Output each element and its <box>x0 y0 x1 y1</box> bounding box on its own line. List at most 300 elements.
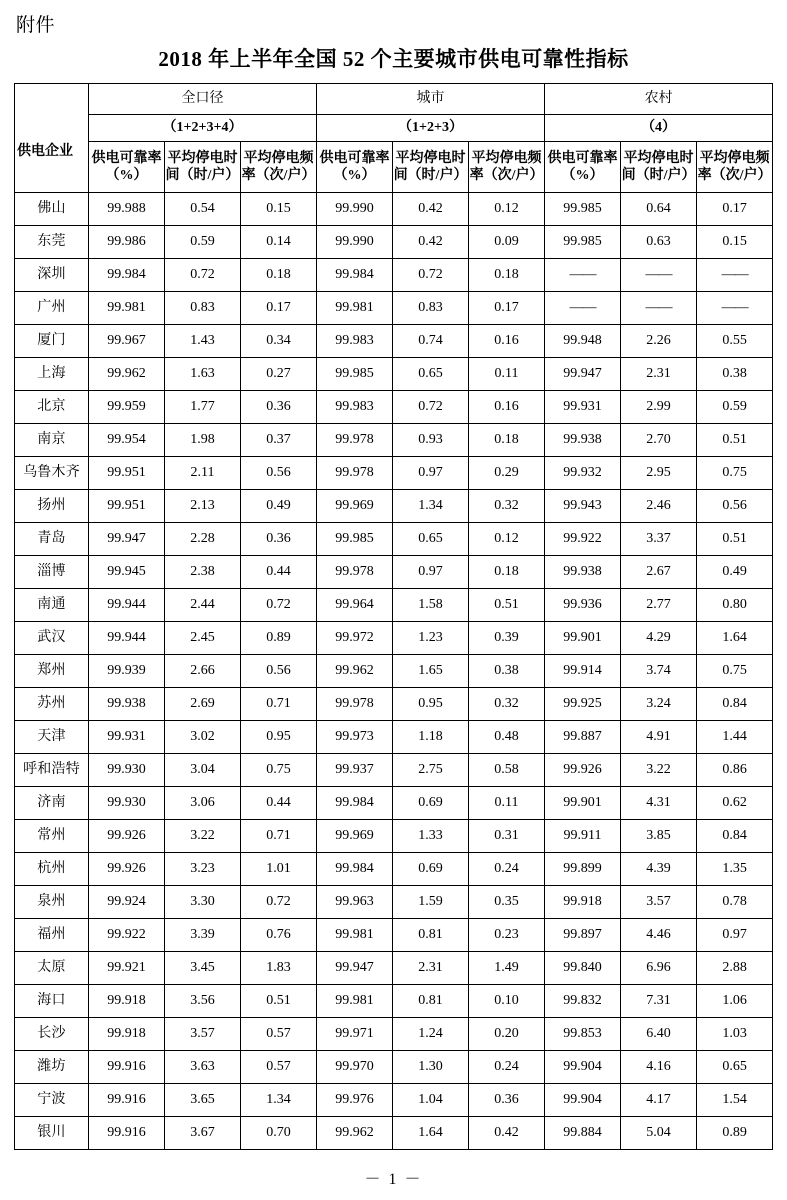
table-cell-value: 99.918 <box>89 985 165 1018</box>
reliability-table <box>14 83 773 1150</box>
table-cell-value: 99.990 <box>317 226 393 259</box>
table-cell-value: 1.33 <box>393 820 469 853</box>
table-cell-value: 0.24 <box>469 853 545 886</box>
table-cell-value: 1.98 <box>165 424 241 457</box>
table-cell-value: 2.31 <box>393 952 469 985</box>
table-row <box>15 919 773 952</box>
table-cell-value: 2.46 <box>621 490 697 523</box>
table-row <box>15 1084 773 1117</box>
table-cell-value: —— <box>621 259 697 292</box>
table-cell-value: 2.70 <box>621 424 697 457</box>
table-cell-city: 太原 <box>15 952 89 985</box>
table-cell-city: 乌鲁木齐 <box>15 457 89 490</box>
table-cell-value: 0.49 <box>241 490 317 523</box>
table-cell-value: 0.62 <box>697 787 773 820</box>
table-cell-value: 1.83 <box>241 952 317 985</box>
table-row <box>15 688 773 721</box>
table-cell-value: 0.72 <box>241 589 317 622</box>
column-header-line2: 间（时/户） <box>621 168 696 183</box>
table-cell-value: 99.986 <box>89 226 165 259</box>
table-cell-value: 1.03 <box>697 1018 773 1051</box>
table-cell-value: 0.35 <box>469 886 545 919</box>
table-cell-city: 上海 <box>15 358 89 391</box>
table-cell-value: 99.978 <box>317 556 393 589</box>
table-cell-value: 99.981 <box>317 985 393 1018</box>
table-cell-value: 0.71 <box>241 688 317 721</box>
table-cell-value: 0.51 <box>697 424 773 457</box>
table-cell-value: 0.51 <box>469 589 545 622</box>
table-cell-value: 0.69 <box>393 853 469 886</box>
table-cell-value: 2.66 <box>165 655 241 688</box>
table-cell-value: 3.57 <box>165 1018 241 1051</box>
table-cell-value: 99.972 <box>317 622 393 655</box>
table-cell-value: 0.44 <box>241 556 317 589</box>
table-row <box>15 490 773 523</box>
column-header-full-duration <box>165 142 241 193</box>
column-header-line2: 率（次/户） <box>469 168 544 183</box>
table-cell-value: 2.88 <box>697 952 773 985</box>
table-cell-value: 0.42 <box>393 193 469 226</box>
table-cell-value: 0.59 <box>165 226 241 259</box>
table-cell-value: 99.938 <box>545 424 621 457</box>
table-cell-value: 0.18 <box>469 259 545 292</box>
table-cell-value: 99.976 <box>317 1084 393 1117</box>
table-cell-value: 2.75 <box>393 754 469 787</box>
table-cell-value: 99.947 <box>545 358 621 391</box>
table-cell-value: 0.93 <box>393 424 469 457</box>
table-cell-value: 0.10 <box>469 985 545 1018</box>
table-cell-value: 0.95 <box>393 688 469 721</box>
table-cell-value: 1.77 <box>165 391 241 424</box>
table-cell-value: 99.971 <box>317 1018 393 1051</box>
table-cell-value: 99.924 <box>89 886 165 919</box>
table-cell-value: 0.44 <box>241 787 317 820</box>
corner-cell <box>15 84 89 193</box>
table-cell-value: 0.15 <box>697 226 773 259</box>
table-row <box>15 754 773 787</box>
table-cell-value: 0.18 <box>241 259 317 292</box>
table-cell-value: 0.83 <box>165 292 241 325</box>
table-cell-value: 0.63 <box>621 226 697 259</box>
column-header-rural-reliability <box>545 142 621 193</box>
table-cell-value: 1.59 <box>393 886 469 919</box>
table-row <box>15 1018 773 1051</box>
table-cell-value: 0.16 <box>469 325 545 358</box>
table-cell-value: 0.78 <box>697 886 773 919</box>
table-row <box>15 985 773 1018</box>
column-header-line2: 间（时/户） <box>393 168 468 183</box>
table-cell-city: 济南 <box>15 787 89 820</box>
table-cell-city: 武汉 <box>15 622 89 655</box>
table-row <box>15 226 773 259</box>
table-cell-city: 佛山 <box>15 193 89 226</box>
table-cell-value: 99.918 <box>89 1018 165 1051</box>
group-formula-city: （1+2+3） <box>317 115 545 142</box>
table-group-formula-row <box>15 115 773 142</box>
table-cell-city: 泉州 <box>15 886 89 919</box>
table-cell-value: 99.938 <box>89 688 165 721</box>
table-cell-value: 3.67 <box>165 1117 241 1150</box>
table-row <box>15 1117 773 1150</box>
table-cell-value: 1.30 <box>393 1051 469 1084</box>
table-cell-value: 0.59 <box>697 391 773 424</box>
table-cell-value: 3.06 <box>165 787 241 820</box>
table-cell-value: 99.988 <box>89 193 165 226</box>
table-cell-value: 99.945 <box>89 556 165 589</box>
table-cell-value: 0.64 <box>621 193 697 226</box>
table-cell-value: 99.962 <box>317 655 393 688</box>
table-cell-value: 0.65 <box>393 523 469 556</box>
table-cell-value: 99.981 <box>317 292 393 325</box>
table-cell-value: 0.89 <box>241 622 317 655</box>
table-cell-value: 2.26 <box>621 325 697 358</box>
table-cell-value: 99.926 <box>89 820 165 853</box>
table-cell-city: 福州 <box>15 919 89 952</box>
table-cell-value: 99.901 <box>545 622 621 655</box>
table-row <box>15 952 773 985</box>
table-cell-value: 99.962 <box>89 358 165 391</box>
table-cell-value: 0.70 <box>241 1117 317 1150</box>
table-cell-value: 0.29 <box>469 457 545 490</box>
table-row <box>15 325 773 358</box>
table-row <box>15 358 773 391</box>
table-cell-value: 0.75 <box>697 457 773 490</box>
table-cell-value: 0.56 <box>697 490 773 523</box>
table-cell-value: 0.71 <box>241 820 317 853</box>
table-cell-value: 99.985 <box>317 358 393 391</box>
table-cell-value: 99.947 <box>317 952 393 985</box>
table-cell-value: 99.978 <box>317 424 393 457</box>
table-cell-value: 99.926 <box>545 754 621 787</box>
table-cell-value: 0.20 <box>469 1018 545 1051</box>
table-cell-value: 0.97 <box>697 919 773 952</box>
table-cell-value: 99.951 <box>89 490 165 523</box>
table-cell-city: 淄博 <box>15 556 89 589</box>
table-cell-value: 1.44 <box>697 721 773 754</box>
table-cell-value: 99.967 <box>89 325 165 358</box>
table-body <box>15 193 773 1150</box>
table-cell-city: 长沙 <box>15 1018 89 1051</box>
corner-label: 供电企业 <box>17 144 73 160</box>
table-cell-value: 99.926 <box>89 853 165 886</box>
table-cell-value: 99.884 <box>545 1117 621 1150</box>
table-cell-value: 0.16 <box>469 391 545 424</box>
table-cell-value: 0.38 <box>469 655 545 688</box>
column-header-line1: 平均停电频 <box>471 150 542 166</box>
table-cell-value: 0.24 <box>469 1051 545 1084</box>
table-cell-value: 3.30 <box>165 886 241 919</box>
table-cell-city: 天津 <box>15 721 89 754</box>
table-cell-value: 2.44 <box>165 589 241 622</box>
table-cell-value: 99.901 <box>545 787 621 820</box>
table-cell-value: 99.985 <box>545 193 621 226</box>
table-cell-city: 青岛 <box>15 523 89 556</box>
table-cell-value: —— <box>697 292 773 325</box>
table-cell-value: 99.983 <box>317 391 393 424</box>
table-cell-city: 宁波 <box>15 1084 89 1117</box>
table-cell-value: 99.914 <box>545 655 621 688</box>
table-cell-city: 广州 <box>15 292 89 325</box>
table-cell-value: 99.983 <box>317 325 393 358</box>
table-cell-value: 0.42 <box>469 1117 545 1150</box>
table-cell-value: 99.984 <box>89 259 165 292</box>
table-cell-value: 0.11 <box>469 787 545 820</box>
table-cell-value: 0.80 <box>697 589 773 622</box>
table-cell-value: 0.58 <box>469 754 545 787</box>
table-cell-value: 1.34 <box>393 490 469 523</box>
column-header-full-reliability <box>89 142 165 193</box>
table-cell-value: 0.32 <box>469 490 545 523</box>
table-cell-value: 99.887 <box>545 721 621 754</box>
table-cell-city: 杭州 <box>15 853 89 886</box>
table-cell-value: 3.74 <box>621 655 697 688</box>
table-cell-value: 99.937 <box>317 754 393 787</box>
table-cell-value: 3.37 <box>621 523 697 556</box>
table-cell-value: —— <box>621 292 697 325</box>
table-cell-value: 2.95 <box>621 457 697 490</box>
group-header-city: 城市 <box>317 84 545 115</box>
table-cell-value: 1.58 <box>393 589 469 622</box>
table-row <box>15 589 773 622</box>
table-cell-value: 2.31 <box>621 358 697 391</box>
table-cell-value: 0.54 <box>165 193 241 226</box>
table-cell-value: 99.944 <box>89 622 165 655</box>
table-cell-value: 1.01 <box>241 853 317 886</box>
table-cell-value: 0.31 <box>469 820 545 853</box>
table-cell-value: 1.06 <box>697 985 773 1018</box>
table-cell-value: 3.24 <box>621 688 697 721</box>
table-cell-value: 3.85 <box>621 820 697 853</box>
table-cell-value: 4.16 <box>621 1051 697 1084</box>
table-cell-city: 南京 <box>15 424 89 457</box>
column-header-line2: （%） <box>333 168 376 183</box>
table-cell-value: 0.09 <box>469 226 545 259</box>
column-header-line1: 供电可靠率 <box>319 150 390 166</box>
table-cell-value: 99.951 <box>89 457 165 490</box>
table-cell-value: 99.939 <box>89 655 165 688</box>
column-header-line1: 平均停电时 <box>395 150 466 166</box>
column-header-line1: 供电可靠率 <box>91 150 162 166</box>
page-title: 2018 年上半年全国 52 个主要城市供电可靠性指标 <box>158 47 629 71</box>
table-cell-value: 2.45 <box>165 622 241 655</box>
table-cell-value: 2.38 <box>165 556 241 589</box>
table-row <box>15 886 773 919</box>
column-header-city-duration <box>393 142 469 193</box>
table-cell-value: 99.943 <box>545 490 621 523</box>
table-cell-value: 2.77 <box>621 589 697 622</box>
table-row <box>15 556 773 589</box>
table-cell-value: 0.69 <box>393 787 469 820</box>
table-cell-value: 0.57 <box>241 1051 317 1084</box>
table-cell-value: 0.76 <box>241 919 317 952</box>
table-cell-value: —— <box>545 259 621 292</box>
group-header-full: 全口径 <box>89 84 317 115</box>
column-header-line1: 平均停电时 <box>623 150 694 166</box>
table-cell-value: 99.925 <box>545 688 621 721</box>
table-row <box>15 259 773 292</box>
table-cell-value: 3.56 <box>165 985 241 1018</box>
table-cell-value: 6.96 <box>621 952 697 985</box>
table-cell-value: 99.948 <box>545 325 621 358</box>
table-row <box>15 1051 773 1084</box>
group-formula-full: （1+2+3+4） <box>89 115 317 142</box>
table-cell-value: 99.959 <box>89 391 165 424</box>
table-cell-value: 99.932 <box>545 457 621 490</box>
table-cell-value: 4.91 <box>621 721 697 754</box>
table-cell-value: 99.922 <box>89 919 165 952</box>
table-row <box>15 193 773 226</box>
table-cell-value: 2.69 <box>165 688 241 721</box>
table-cell-value: 0.74 <box>393 325 469 358</box>
table-cell-value: 99.990 <box>317 193 393 226</box>
table-cell-value: 0.32 <box>469 688 545 721</box>
table-cell-value: 0.17 <box>241 292 317 325</box>
table-cell-value: —— <box>545 292 621 325</box>
table-cell-value: 99.973 <box>317 721 393 754</box>
table-cell-city: 东莞 <box>15 226 89 259</box>
table-cell-city: 银川 <box>15 1117 89 1150</box>
table-cell-value: 0.97 <box>393 457 469 490</box>
table-cell-value: 99.984 <box>317 853 393 886</box>
table-cell-city: 北京 <box>15 391 89 424</box>
table-cell-value: 0.75 <box>697 655 773 688</box>
table-cell-value: 1.04 <box>393 1084 469 1117</box>
table-cell-value: 0.72 <box>241 886 317 919</box>
table-cell-city: 海口 <box>15 985 89 1018</box>
table-cell-value: 0.39 <box>469 622 545 655</box>
table-cell-value: 99.981 <box>317 919 393 952</box>
table-cell-value: 4.46 <box>621 919 697 952</box>
table-cell-value: 0.18 <box>469 424 545 457</box>
table-cell-value: 0.65 <box>697 1051 773 1084</box>
table-cell-value: 0.38 <box>697 358 773 391</box>
table-cell-value: 0.15 <box>241 193 317 226</box>
table-cell-value: 1.18 <box>393 721 469 754</box>
table-cell-value: 0.95 <box>241 721 317 754</box>
table-cell-value: 3.57 <box>621 886 697 919</box>
table-cell-value: 2.67 <box>621 556 697 589</box>
table-cell-value: 2.13 <box>165 490 241 523</box>
column-header-city-reliability <box>317 142 393 193</box>
table-cell-value: 0.81 <box>393 919 469 952</box>
table-row <box>15 391 773 424</box>
table-cell-city: 苏州 <box>15 688 89 721</box>
table-cell-value: 1.35 <box>697 853 773 886</box>
table-cell-value: 0.55 <box>697 325 773 358</box>
column-header-rural-duration <box>621 142 697 193</box>
table-row <box>15 523 773 556</box>
table-cell-city: 郑州 <box>15 655 89 688</box>
table-cell-value: 99.944 <box>89 589 165 622</box>
table-cell-value: 99.981 <box>89 292 165 325</box>
table-cell-value: 3.02 <box>165 721 241 754</box>
table-cell-city: 常州 <box>15 820 89 853</box>
table-cell-value: 0.83 <box>393 292 469 325</box>
table-cell-value: 99.969 <box>317 490 393 523</box>
table-cell-value: 3.22 <box>165 820 241 853</box>
table-cell-value: 0.23 <box>469 919 545 952</box>
table-cell-value: 3.63 <box>165 1051 241 1084</box>
table-cell-value: 5.04 <box>621 1117 697 1150</box>
table-cell-value: 99.904 <box>545 1051 621 1084</box>
table-cell-value: 99.853 <box>545 1018 621 1051</box>
table-cell-value: 99.964 <box>317 589 393 622</box>
table-row <box>15 853 773 886</box>
table-cell-value: 1.24 <box>393 1018 469 1051</box>
table-cell-value: 0.57 <box>241 1018 317 1051</box>
table-cell-value: 1.65 <box>393 655 469 688</box>
table-row <box>15 292 773 325</box>
column-header-line2: 率（次/户） <box>241 168 316 183</box>
table-row <box>15 820 773 853</box>
table-cell-value: 1.34 <box>241 1084 317 1117</box>
column-header-full-frequency <box>241 142 317 193</box>
table-cell-value: 0.36 <box>469 1084 545 1117</box>
table-row <box>15 787 773 820</box>
table-cell-value: 99.918 <box>545 886 621 919</box>
table-group-row <box>15 84 773 115</box>
table-column-row <box>15 142 773 193</box>
table-cell-value: 0.11 <box>469 358 545 391</box>
table-cell-value: 99.930 <box>89 787 165 820</box>
column-header-line1: 供电可靠率 <box>547 150 618 166</box>
table-cell-value: 99.921 <box>89 952 165 985</box>
table-cell-value: 0.36 <box>241 391 317 424</box>
table-cell-value: 0.97 <box>393 556 469 589</box>
group-formula-rural: （4） <box>545 115 773 142</box>
table-cell-value: 99.936 <box>545 589 621 622</box>
page-number: － 1 － <box>364 1171 423 1188</box>
table-cell-value: 99.930 <box>89 754 165 787</box>
table-cell-city: 扬州 <box>15 490 89 523</box>
table-cell-value: 99.984 <box>317 259 393 292</box>
table-cell-value: 99.840 <box>545 952 621 985</box>
table-cell-value: 99.978 <box>317 457 393 490</box>
table-cell-value: 2.28 <box>165 523 241 556</box>
table-cell-value: 2.99 <box>621 391 697 424</box>
table-cell-value: 0.72 <box>165 259 241 292</box>
table-cell-value: 99.970 <box>317 1051 393 1084</box>
table-cell-value: 7.31 <box>621 985 697 1018</box>
table-cell-value: 99.969 <box>317 820 393 853</box>
table-cell-value: 0.18 <box>469 556 545 589</box>
table-cell-value: 4.39 <box>621 853 697 886</box>
attachment-label: 附件 <box>16 15 56 36</box>
column-header-line2: 间（时/户） <box>165 168 240 183</box>
table-cell-value: 99.985 <box>317 523 393 556</box>
table-cell-value: 0.36 <box>241 523 317 556</box>
table-cell-value: 99.954 <box>89 424 165 457</box>
table-row <box>15 721 773 754</box>
table-cell-value: 0.42 <box>393 226 469 259</box>
table-cell-value: —— <box>697 259 773 292</box>
table-row <box>15 424 773 457</box>
table-cell-value: 3.23 <box>165 853 241 886</box>
table-cell-value: 2.11 <box>165 457 241 490</box>
table-cell-value: 0.89 <box>697 1117 773 1150</box>
table-cell-value: 99.962 <box>317 1117 393 1150</box>
table-cell-value: 0.17 <box>469 292 545 325</box>
table-cell-value: 3.45 <box>165 952 241 985</box>
table-cell-value: 99.911 <box>545 820 621 853</box>
table-cell-value: 99.931 <box>545 391 621 424</box>
table-cell-value: 0.56 <box>241 655 317 688</box>
table-cell-value: 99.931 <box>89 721 165 754</box>
table-cell-value: 0.56 <box>241 457 317 490</box>
table-cell-value: 3.22 <box>621 754 697 787</box>
group-header-rural: 农村 <box>545 84 773 115</box>
table-cell-value: 99.984 <box>317 787 393 820</box>
